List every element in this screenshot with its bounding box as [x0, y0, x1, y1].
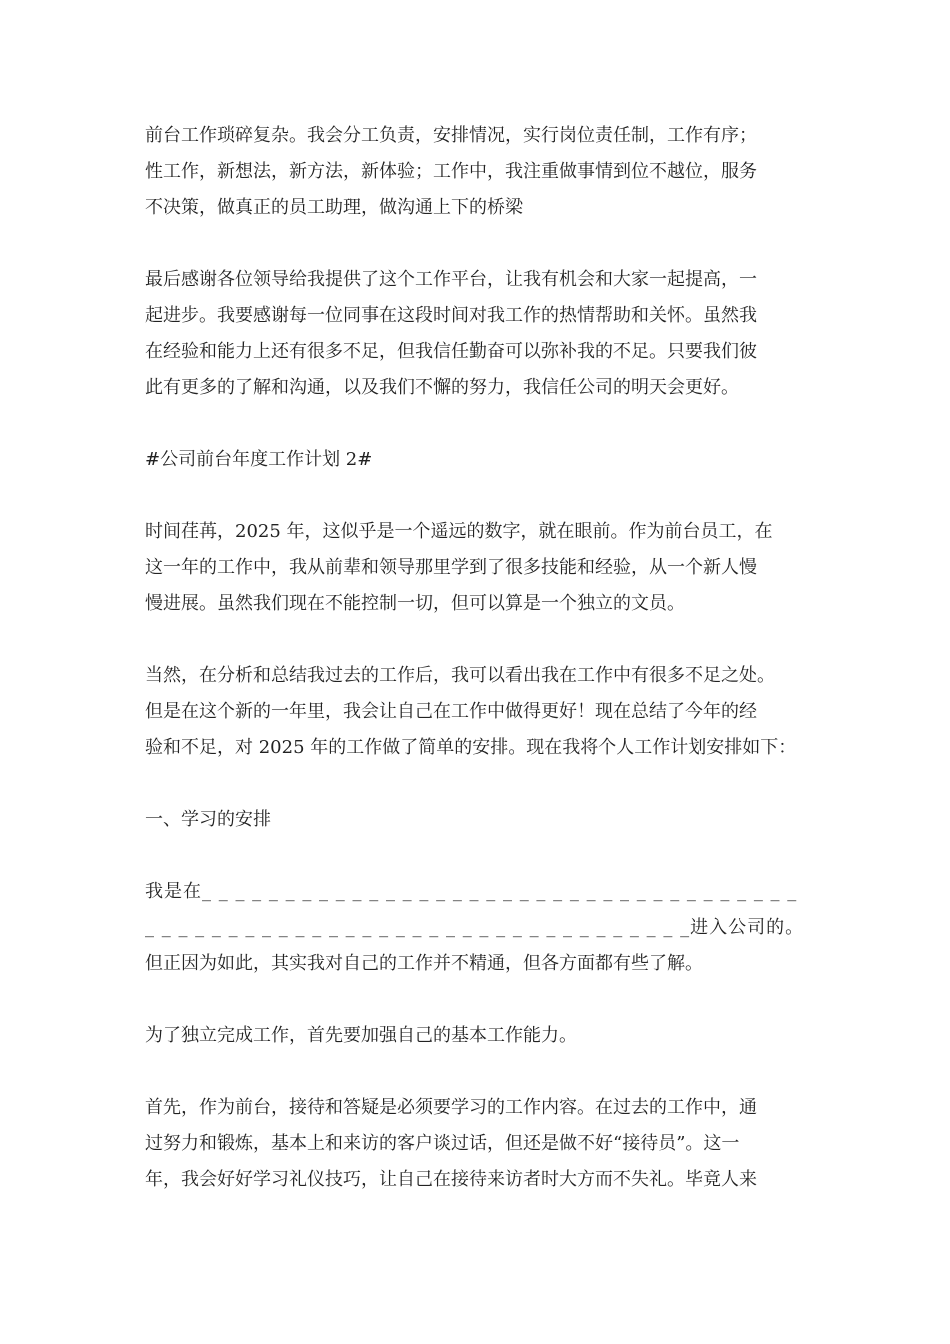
text-line: 起进步。我要感谢每一位同事在这段时间对我工作的热情帮助和关怀。虽然我: [145, 305, 757, 326]
text-line: 年，我会好好学习礼仪技巧，让自己在接待来访者时大方而不失礼。毕竟人来: [145, 1169, 757, 1190]
text-line: 过努力和锻炼，基本上和来访的客户谈过话，但还是做不好“接待员”。这一: [145, 1133, 740, 1154]
text-line: 但正因为如此，其实我对自己的工作并不精通，但各方面都有些了解。: [145, 953, 703, 974]
section-heading-learning: 一、学习的安排: [145, 809, 271, 830]
text-line: 验和不足，对 2025 年的工作做了简单的安排。现在我将个人工作计划安排如下：: [145, 737, 797, 758]
paragraph-time-flies: [145, 514, 805, 622]
text-line: 这一年的工作中，我从前辈和领导那里学到了很多技能和经验，从一个新人慢: [145, 557, 757, 578]
text-line: 此有更多的了解和沟通，以及我们不懈的努力，我信任公司的明天会更好。: [145, 377, 739, 398]
text-line: 时间荏苒，2025 年，这似乎是一个遥远的数字，就在眼前。作为前台员工，在: [145, 521, 773, 542]
text-line: 首先，作为前台，接待和答疑是必须要学习的工作内容。在过去的工作中，通: [145, 1097, 757, 1118]
text-line: 但是在这个新的一年里，我会让自己在工作中做得更好！现在总结了今年的经: [145, 701, 757, 722]
paragraph-basic-ability: [145, 1018, 805, 1054]
paragraph-front-desk-duties: [145, 118, 805, 226]
text-line: _ _ _ _ _ _ _ _ _ _ _ _ _ _ _ _ _ _ _ _ _ _ _ _ _ _ _ _ _ _ _ _ _进入公司的。: [145, 917, 805, 938]
text-line: 前台工作琐碎复杂。我会分工负责，安排情况，实行岗位责任制，工作有序；: [145, 125, 757, 146]
text-line: 慢进展。虽然我们现在不能控制一切，但可以算是一个独立的文员。: [145, 593, 685, 614]
text-line: 最后感谢各位领导给我提供了这个工作平台，让我有机会和大家一起提高，一: [145, 269, 757, 290]
paragraph-analysis: [145, 658, 805, 766]
document-page: [145, 118, 805, 1234]
paragraph-join-company: [145, 874, 805, 982]
text-line: 我是在_ _ _ _ _ _ _ _ _ _ _ _ _ _ _ _ _ _ _ _ _ _ _ _ _ _ _ _ _ _ _ _ _ _ _ _: [145, 881, 798, 902]
section-heading-plan-2: #公司前台年度工作计划 2#: [145, 449, 373, 470]
paragraph-reception: [145, 1090, 805, 1198]
text-line: 为了独立完成工作，首先要加强自己的基本工作能力。: [145, 1025, 577, 1046]
paragraph-thanks: [145, 262, 805, 406]
text-line: 性工作，新想法，新方法，新体验；工作中，我注重做事情到位不越位，服务: [145, 161, 757, 182]
text-line: 不决策，做真正的员工助理，做沟通上下的桥梁: [145, 197, 523, 218]
text-line: 当然，在分析和总结我过去的工作后，我可以看出我在工作中有很多不足之处。: [145, 665, 775, 686]
text-line: 在经验和能力上还有很多不足，但我信任勤奋可以弥补我的不足。只要我们彼: [145, 341, 757, 362]
